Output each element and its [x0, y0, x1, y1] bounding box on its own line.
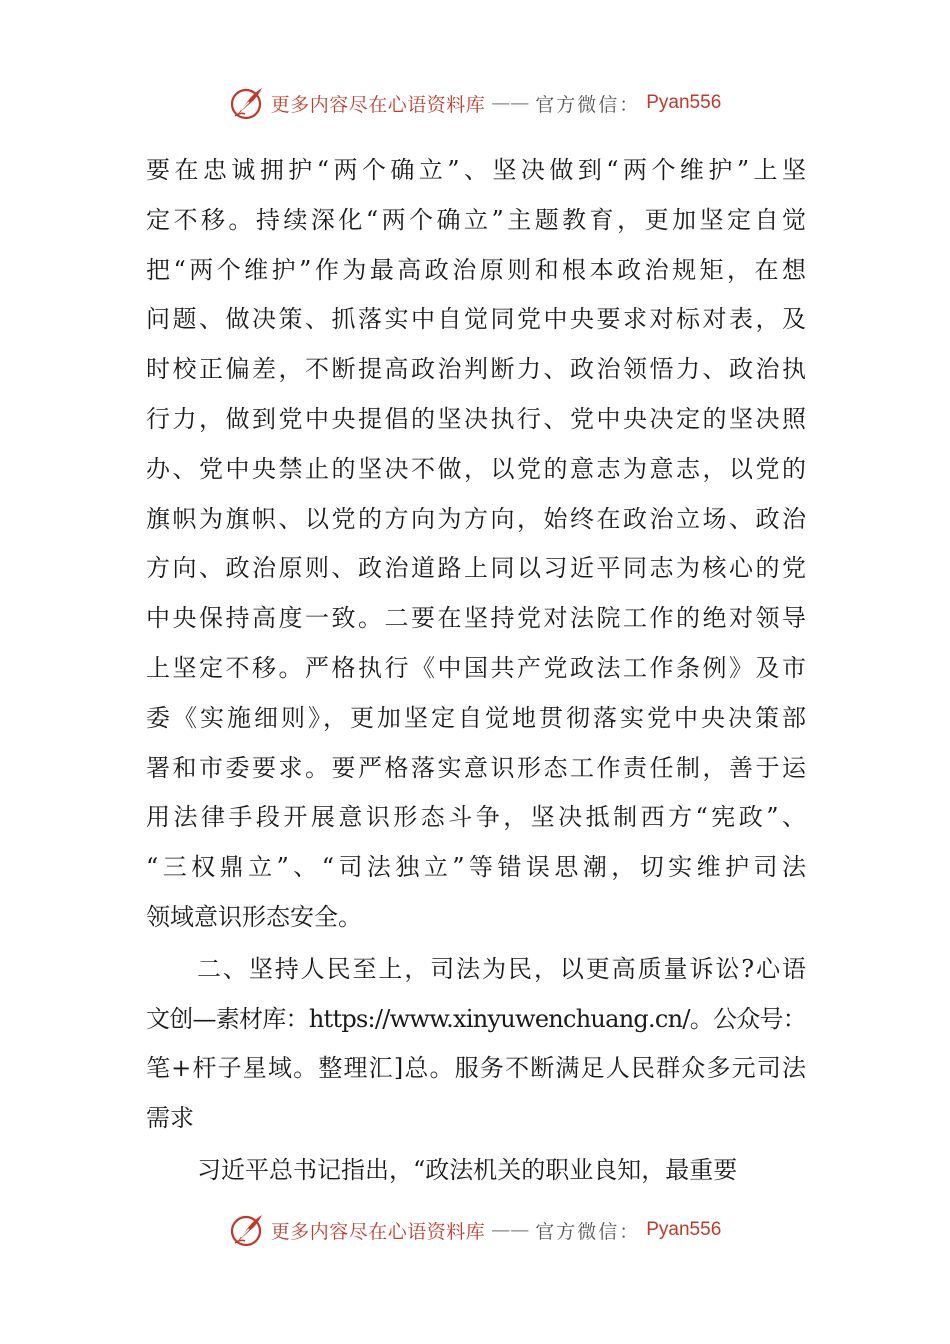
- header-wechat-id: Pyan556: [646, 92, 722, 113]
- quill-logo-icon: [229, 85, 265, 121]
- body-line: 行力，做到党中央提倡的坚决执行、党中央决定的坚决照: [146, 404, 806, 433]
- footer-wechat-label: 官方微信：: [535, 1220, 641, 1243]
- body-line: 问题、做决策、抓落实中自觉同党中央要求对标对表，及: [146, 305, 806, 334]
- body-line: 办、党中央禁止的坚决不做，以党的意志为意志，以党的: [146, 454, 806, 483]
- body-line: 定不移。持续深化“两个确立”主题教育，更加坚定自觉: [146, 205, 806, 234]
- body-line: 旗帜为旗帜、以党的方向为方向，始终在政治立场、政治: [146, 504, 806, 533]
- body-line: 用法律手段开展意识形态斗争，坚决抵制西方“宪政”、: [146, 803, 806, 832]
- section-heading-line: 需求: [146, 1104, 194, 1133]
- footer-banner: [0, 1210, 950, 1250]
- header-dash: ——: [491, 92, 530, 114]
- body-line: 中央保持高度一致。二要在坚持党对法院工作的绝对领导: [146, 604, 806, 633]
- body-line: 把“两个维护”作为最高政治原则和根本政治规矩，在想: [146, 255, 806, 284]
- body-line: 委《实施细则》，更加坚定自觉地贯彻落实党中央决策部: [146, 703, 806, 732]
- footer-brand-text: 更多内容尽在心语资料库: [270, 1220, 486, 1243]
- quill-logo-icon: [229, 1212, 265, 1248]
- footer-wechat-id: Pyan556: [646, 1219, 722, 1240]
- document-body: [146, 146, 806, 1196]
- body-line: 上坚定不移。严格执行《中国共产党政法工作条例》及市: [146, 653, 806, 682]
- body-line: 时校正偏差，不断提高政治判断力、政治领悟力、政治执: [146, 355, 806, 384]
- header-banner: [0, 83, 950, 123]
- header-brand-text: 更多内容尽在心语资料库: [270, 93, 486, 116]
- body-line: 要在忠诚拥护“两个确立”、坚决做到“两个维护”上坚: [146, 156, 806, 184]
- body-line: “三权鼎立”、“司法独立”等错误思潮，切实维护司法: [146, 853, 806, 882]
- section-heading-line: 文创—素材库：https://www.xinyuwenchuang.cn/。公众号：: [146, 1004, 806, 1033]
- paragraph-start-line: 习近平总书记指出，“政法机关的职业良知，最重要: [197, 1155, 738, 1184]
- section-heading-line: 二、坚持人民至上，司法为民，以更高质量诉讼?心语: [197, 954, 806, 983]
- body-line: 方向、政治原则、政治道路上同以习近平同志为核心的党: [146, 554, 806, 583]
- body-line: 署和市委要求。要严格落实意识形态工作责任制，善于运: [146, 753, 806, 782]
- footer-dash: ——: [491, 1219, 530, 1241]
- body-line: 领域意识形态安全。: [146, 902, 362, 931]
- section-heading-line: 笔+杆子星域。整理汇]总。服务不断满足人民群众多元司法: [146, 1054, 806, 1083]
- header-wechat-label: 官方微信：: [535, 93, 641, 116]
